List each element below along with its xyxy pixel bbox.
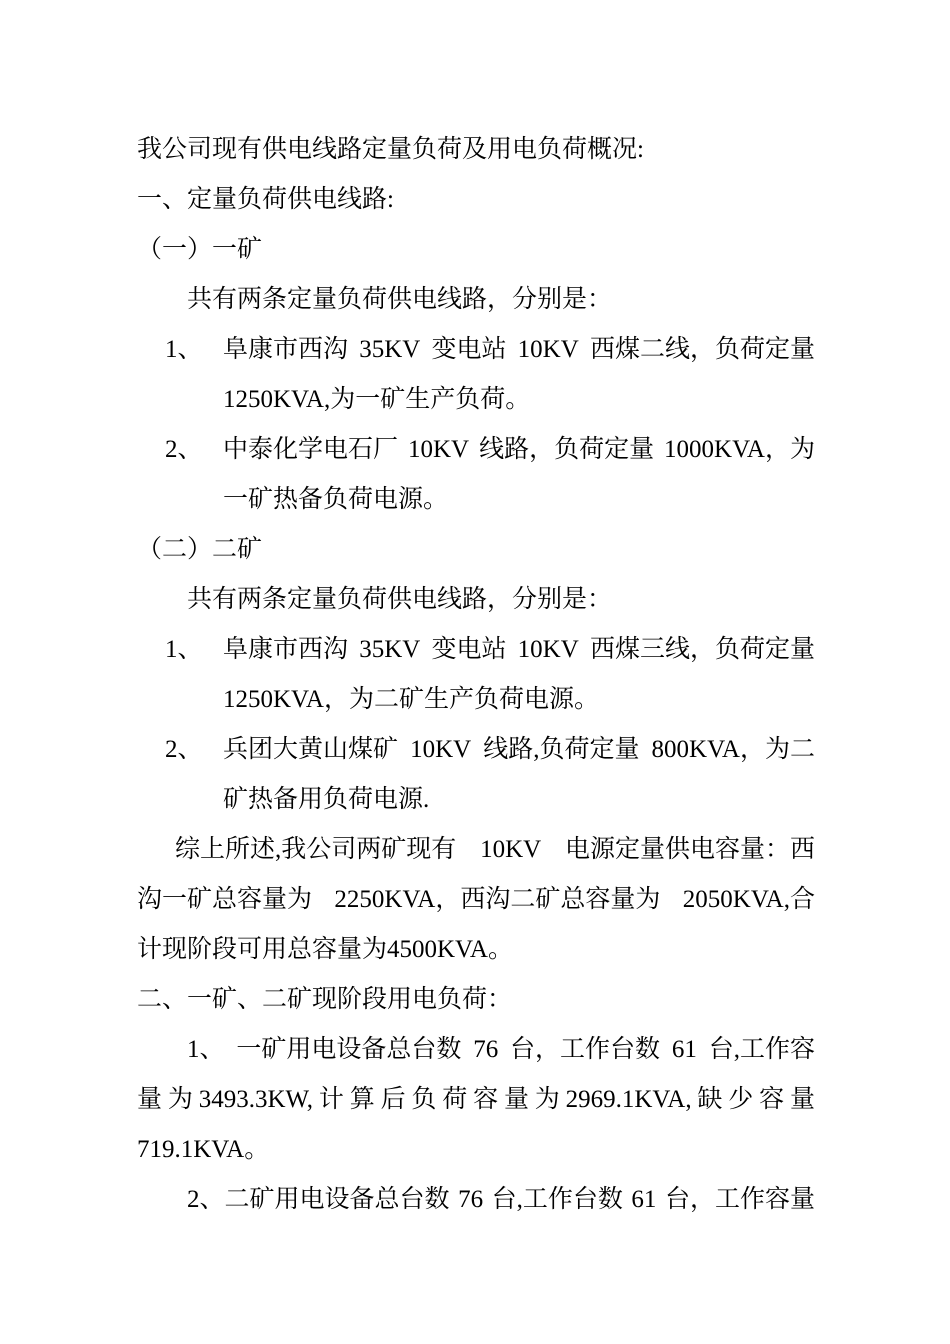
text-run: 荷 [442, 1086, 468, 1113]
text-run: 计 [318, 1086, 344, 1113]
text-run: 10KV [480, 836, 542, 863]
text-run: 少 [728, 1086, 754, 1113]
text-run: 35KV [359, 336, 421, 363]
text-run: 台，工作台数 [510, 1036, 661, 1063]
text-run: 线路,负荷定量 [483, 736, 640, 763]
mine1-item2-line2: 一矿热备负荷电源。 [223, 486, 449, 513]
text-run: 为 [167, 1086, 193, 1113]
mine1-item2-line1 [223, 435, 815, 465]
text-run: 量 [503, 1086, 529, 1113]
text-run: 后 [380, 1086, 406, 1113]
text-run: 综上所述,我公司两矿现有 [175, 836, 457, 863]
mine1-item1-line2: 1250KVA,为一矿生产负荷。 [223, 386, 531, 413]
text-run: 1000KVA，为 [664, 436, 815, 463]
text-run: 变电站 [431, 636, 507, 663]
text-run: 阜康市西沟 [223, 636, 349, 663]
text-run: 76 [458, 1186, 484, 1213]
text-run: 缺 [697, 1086, 723, 1113]
text-run: 西煤二线，负荷定量 [589, 336, 815, 363]
text-run: 算 [349, 1086, 375, 1113]
text-run: 台，工作容量 [664, 1186, 815, 1213]
text-run: 一矿用电设备总台数 [236, 1036, 462, 1063]
text-run: 10KV [410, 736, 472, 763]
text-run: 量 [789, 1086, 815, 1113]
text-run: 1、 [187, 1036, 225, 1063]
text-run: 中泰化学电石厂 [223, 436, 399, 463]
intro-line: 我公司现有供电线路定量负荷及用电负荷概况: [137, 136, 644, 163]
text-run: 10KV [407, 436, 470, 463]
text-run: 台,工作台数 [491, 1186, 623, 1213]
mine2-item1-line2: 1250KVA，为二矿生产负荷电源。 [223, 686, 599, 713]
text-run: 线路，负荷定量 [479, 436, 655, 463]
mine1-heading: （一）一矿 [137, 236, 263, 263]
mine2-item1-line1 [223, 635, 815, 665]
text-run: 台,工作容 [708, 1036, 815, 1063]
mine2-heading: （二）二矿 [137, 536, 263, 563]
text-run: 800KVA，为二 [651, 736, 815, 763]
mine2-item2-number: 2、 [165, 736, 203, 763]
section2-p1-line1 [187, 1035, 815, 1065]
text-run: 61 [671, 1036, 697, 1063]
text-run: 2、二矿用电设备总台数 [187, 1186, 450, 1213]
text-run: 量 [137, 1086, 163, 1113]
mine1-item2-number: 2、 [165, 436, 203, 463]
text-run: 10KV [517, 636, 579, 663]
section2-p2-line1 [187, 1185, 815, 1215]
text-run: 3493.3KW, [198, 1086, 314, 1113]
section2-p1-line3: 719.1KVA。 [137, 1136, 270, 1163]
mine2-item2-line1 [223, 735, 815, 765]
mine1-item1-line1 [223, 335, 815, 365]
text-run: 61 [631, 1186, 657, 1213]
text-run: 2250KVA，西沟二矿总容量为 [334, 886, 661, 913]
text-run: 2050KVA,合 [682, 886, 815, 913]
text-run: 变电站 [431, 336, 507, 363]
section2-heading: 二、一矿、二矿现阶段用电负荷： [137, 986, 513, 1013]
text-run: 2969.1KVA, [565, 1086, 692, 1113]
section2-p1-line2 [137, 1085, 815, 1115]
text-run: 电源定量供电容量：西 [564, 836, 815, 863]
text-run: 35KV [359, 636, 421, 663]
mine2-summary: 共有两条定量负荷供电线路，分别是： [187, 586, 613, 613]
conclusion-line2 [137, 885, 815, 915]
text-run: 容 [473, 1086, 499, 1113]
text-run: 10KV [517, 336, 579, 363]
text-run: 西煤三线，负荷定量 [589, 636, 815, 663]
text-run: 76 [473, 1036, 499, 1063]
text-run: 容 [759, 1086, 785, 1113]
section1-heading: 一、定量负荷供电线路: [137, 186, 394, 213]
mine1-summary: 共有两条定量负荷供电线路，分别是： [187, 286, 613, 313]
conclusion-line1 [175, 835, 815, 865]
text-run: 为 [534, 1086, 560, 1113]
mine1-item1-number: 1、 [165, 336, 203, 363]
mine2-item2-line2: 矿热备用负荷电源. [223, 786, 430, 813]
text-run: 沟一矿总容量为 [137, 886, 313, 913]
text-run: 阜康市西沟 [223, 336, 349, 363]
mine2-item1-number: 1、 [165, 636, 203, 663]
conclusion-line3: 计现阶段可用总容量为4500KVA。 [137, 936, 513, 963]
text-run: 负 [411, 1086, 437, 1113]
text-run: 兵团大黄山煤矿 [223, 736, 399, 763]
